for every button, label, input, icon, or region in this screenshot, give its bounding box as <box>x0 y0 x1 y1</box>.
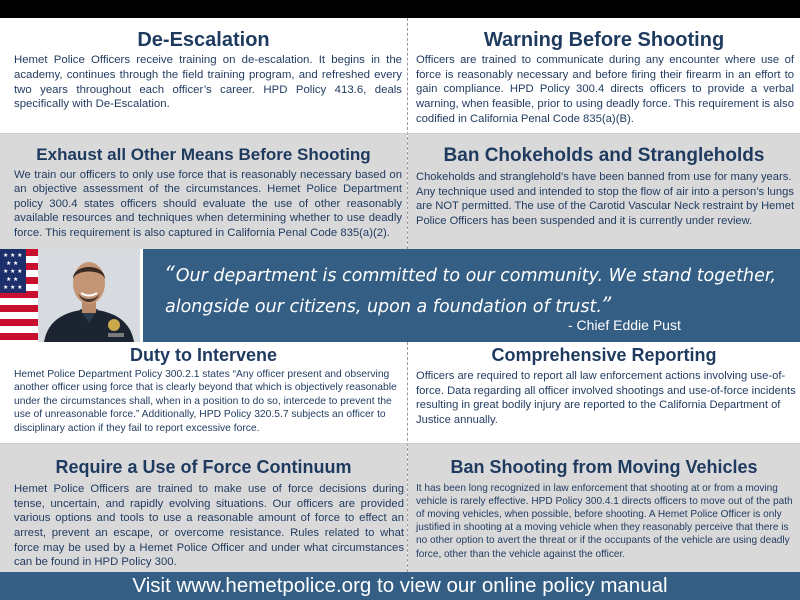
open-quote-mark: “ <box>165 262 176 286</box>
section-title: Duty to Intervene <box>129 345 278 365</box>
section-title: Require a Use of Force Continuum <box>55 457 352 477</box>
section-body: Hemet Police Department Policy 300.2.1 states “Any officer present and observing another officer using force that is clearly beyond that which is objectively reasonable under the circumstances shall, when in a position to do so, intercede to prevent the use of unreasonable force.” Additionally, HPD Policy 320.5.7 subjects an officer to disciplinary action if they fail to report excessive force. <box>14 369 397 434</box>
section-exhaust-other-means <box>0 134 407 249</box>
section-body: Officers are required to report all law enforcement actions involving use-of-force. Data regarding all officer involved shootings and use-of-force incidents resulting in great bodily injury are reported to the California Department of Justice annually. <box>416 370 796 426</box>
section-ban-chokeholds <box>408 134 800 249</box>
row-divider <box>0 443 800 444</box>
section-title: Exhaust all Other Means Before Shooting <box>36 145 371 164</box>
footer-banner <box>0 572 800 600</box>
section-title: De-Escalation <box>137 29 270 51</box>
chief-quote <box>165 259 790 321</box>
quote-text: Our department is committed to our community. We stand together, alongside our citizens, upon a foundation of trust. <box>165 266 777 318</box>
section-ban-shooting-moving-vehicles <box>408 444 800 572</box>
section-body: Hemet Police Officers are trained to make use of force decisions during tense, uncertain, and rapidly evolving situations. Our officers are provided various options and tools to use a reasonable amount of force to effect an arrest, prevent an escape, or overcome resistance. Rules related to what force may be used by a Hemet Police Officer and under what circumstances can be found in HPD Policy 300. <box>14 483 404 569</box>
section-title: Comprehensive Reporting <box>491 345 717 365</box>
section-body: We train our officers to only use force that is reasonably necessary based on an objective assessment of the circumstances. Hemet Police Department policy 300.4 states officers should evaluate the use of other reasonably available resources and techniques when determining whether to use deadly force. This requirement is also captured in California Penal Code 835(a)(2). <box>14 169 402 239</box>
section-body: It has been long recognized in law enforcement that shooting at or from a moving vehicle is rarely effective. HPD Policy 300.4.1 directs officers to move out of the path of moving vehicles, when possible, before shooting. A Hemet Police Officer is only justified in shooting at a moving vehicle when they reasonably perceive that there is no other option to avert the threat or if the occupants of the vehicle are using deadly force, other than the vehicle against the officer. <box>416 483 793 560</box>
policy-manual-link-text: Visit www.hemetpolice.org to view our online policy manual <box>132 574 668 597</box>
section-comprehensive-reporting <box>408 342 800 443</box>
us-flag-image: ★ ★ ★ ★ ★ ★ ★ ★ ★ ★ ★ ★ ★ <box>0 249 38 342</box>
section-body: Hemet Police Officers receive training on de-escalation. It begins in the academy, continues through the field training program, and refreshed every two years throughout each officer’s career. HPD Policy 413.6, deals specifically with De-Escalation. <box>14 54 402 111</box>
quote-band <box>0 249 800 342</box>
section-duty-to-intervene <box>0 342 407 443</box>
section-body: Officers are trained to communicate during any encounter where use of force is reasonably necessary and before firing their firearm in an effort to gain compliance. HPD Policy 300.4 directs officers to provide a verbal warning, when feasible, prior to using deadly force. This requirement is also codified in California Penal Code 835(a)(B). <box>416 54 794 125</box>
section-warning-before-shooting <box>408 18 800 133</box>
close-quote-mark: ” <box>601 293 613 318</box>
column-divider <box>407 342 408 572</box>
quote-attribution: - Chief Eddie Pust <box>568 317 681 333</box>
section-use-of-force-continuum <box>0 444 407 572</box>
quote-box <box>143 249 800 342</box>
section-title: Ban Shooting from Moving Vehicles <box>450 457 758 477</box>
chief-portrait-image <box>38 249 140 342</box>
section-title: Ban Chokeholds and Strangleholds <box>443 145 765 166</box>
top-bar <box>0 0 800 18</box>
section-de-escalation <box>0 18 407 133</box>
section-title: Warning Before Shooting <box>483 29 725 51</box>
section-body: Chokeholds and stranglehold’s have been banned from use for many years. Any technique used and intended to stop the flow of air into a person’s lungs are NOT permitted. The use of the Carotid Vascular Neck restraint by Hemet Police Officers has been suspended and it is currently under review. <box>416 171 795 227</box>
row-divider <box>0 133 800 134</box>
